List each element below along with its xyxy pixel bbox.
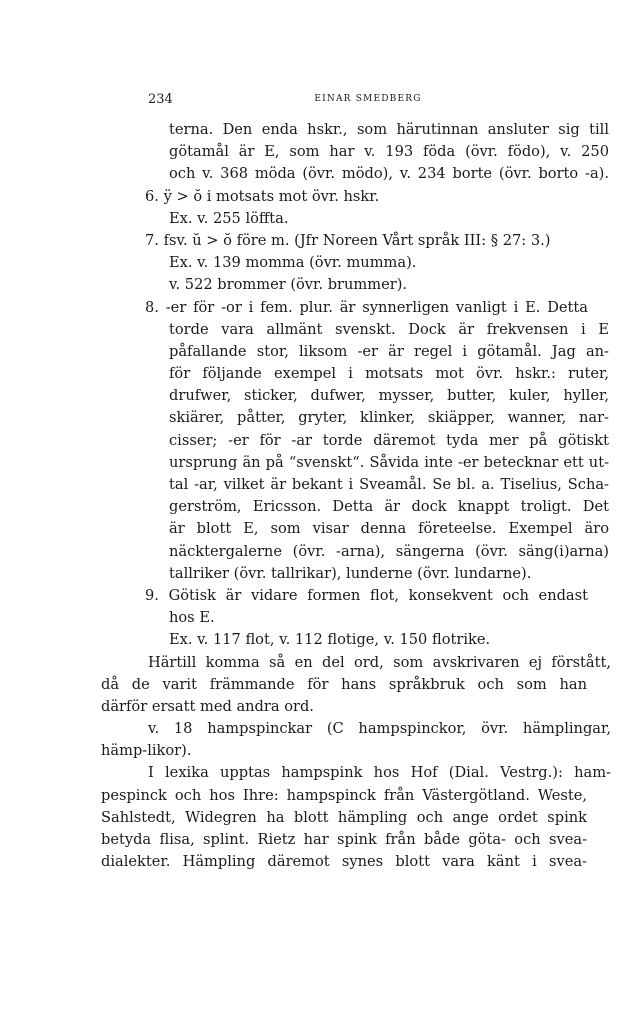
running-head: EINAR SMEDBERG [314, 94, 422, 104]
text-line: Ex. v. 117 flot, v. 112 flotige, v. 150 flotrike. [169, 631, 491, 649]
text-line: därför ersatt med andra ord. [101, 697, 314, 715]
text-line: tallriker (övr. tallrikar), lunderne (övr. lundarne). [169, 564, 532, 582]
page-header [148, 92, 588, 110]
page-number: 234 [148, 92, 173, 107]
list-item-9: 9. Götisk är vidare formen flot, konsekvent och endast [145, 586, 588, 604]
text-line: terna. Den enda hskr., som härutinnan ansluter sig till [169, 121, 609, 138]
paragraph-start: I lexika upptas hampspink hos Hof (Dial. Vestrg.): ham- [148, 764, 611, 782]
text-line: hämp-likor). [101, 742, 192, 760]
text-line: betyda flisa, splint. Rietz har spink från både göta- och svea- [101, 831, 587, 848]
list-item-8: 8. -er för -or i fem. plur. är synnerligen vanligt i E. Detta [145, 298, 588, 316]
list-item-6: 6. ÿ > ŏ i motsats mot övr. hskr. [145, 187, 380, 205]
text-line: cisser; -er för -ar torde däremot tyda mer på götiskt [169, 431, 609, 449]
text-line: götamål är E, som har v. 193 föda (övr. födo), v. 250 [169, 143, 609, 161]
paragraph-start: v. 18 hampspinckar (C hampspinckor, övr. hämplingar, [148, 720, 611, 738]
body-text [101, 119, 611, 873]
text-line: tal -ar, vilket är bekant i Sveamål. Se bl. a. Tiselius, Scha- [169, 476, 609, 493]
text-line: Sahlstedt, Widegren ha blott hämpling och ange ordet spink [101, 808, 587, 826]
text-line: dialekter. Hämpling däremot synes blott vara känt i svea- [101, 853, 587, 871]
paragraph-start: Härtill komma så en del ord, som avskrivaren ej förstått, [148, 653, 611, 671]
text-line: torde vara allmänt svenskt. Dock är frekvensen i E [169, 320, 609, 338]
text-line: för följande exempel i motsats mot övr. hskr.: ruter, [169, 365, 609, 383]
text-line: Ex. v. 255 löffta. [169, 209, 289, 227]
text-line: och v. 368 möda (övr. mödo), v. 234 borte (övr. borto -a). [169, 165, 609, 183]
text-line: ursprung än på “svenskt“. Såvida inte -er betecknar ett ut- [169, 453, 609, 471]
text-line: hos E. [169, 609, 215, 627]
text-line: v. 522 brommer (övr. brummer). [169, 276, 408, 294]
text-line: är blott E, som visar denna företeelse. Exempel äro [169, 520, 609, 538]
list-item-7: 7. fsv. ŭ > ŏ före m. (Jfr Noreen Vårt språk III: § 27: 3.) [145, 231, 551, 249]
text-line: Ex. v. 139 momma (övr. mumma). [169, 254, 417, 272]
text-line: skiärer, påtter, gryter, klinker, skiäpper, wanner, nar- [169, 409, 609, 427]
text-line: pespinck och hos Ihre: hampspinck från Västergötland. Weste, [101, 786, 587, 804]
text-line: gerström, Ericsson. Detta är dock knappt troligt. Det [169, 498, 609, 516]
text-line: påfallande stor, liksom -er är regel i götamål. Jag an- [169, 342, 609, 360]
text-line: drufwer, sticker, dufwer, mysser, butter, kuler, hyller, [169, 387, 609, 405]
text-line: näcktergalerne (övr. -arna), sängerna (övr. säng(i)arna) [169, 542, 609, 560]
text-line: då de varit främmande för hans språkbruk och som han [101, 675, 587, 693]
